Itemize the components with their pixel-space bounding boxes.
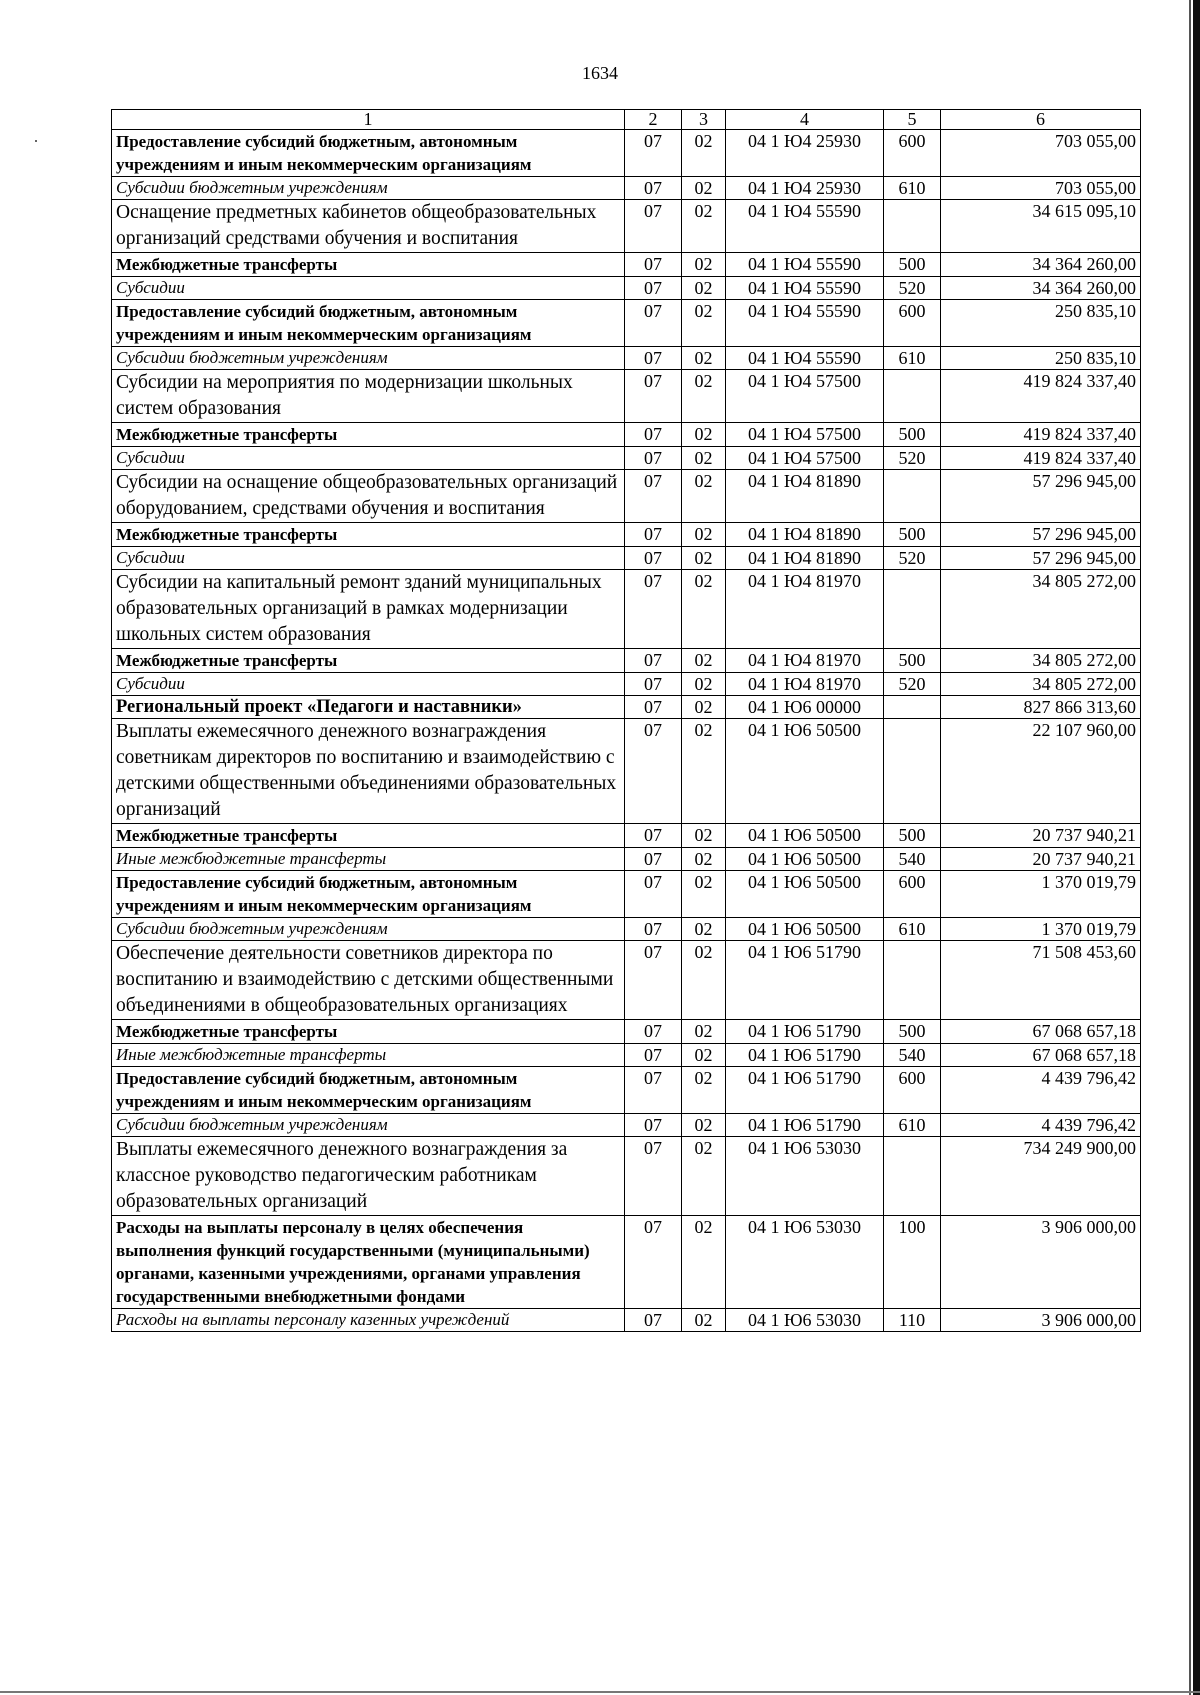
expense-type-cell: 600 <box>884 130 941 177</box>
section-code-cell: 07 <box>625 1067 682 1114</box>
subsection-code-cell: 02 <box>682 1309 726 1332</box>
row-name-cell: Оснащение предметных кабинетов общеобразовательных организаций средствами обучения и воспитания <box>112 200 625 253</box>
section-code-cell: 07 <box>625 300 682 347</box>
expense-type-cell <box>884 719 941 824</box>
amount-cell: 1 370 019,79 <box>941 871 1141 918</box>
expense-type-cell: 600 <box>884 1067 941 1114</box>
table-row <box>112 848 1141 871</box>
amount-cell: 419 824 337,40 <box>941 370 1141 423</box>
table-row <box>112 941 1141 1020</box>
section-code-cell: 07 <box>625 177 682 200</box>
table-row <box>112 523 1141 547</box>
expense-type-cell: 500 <box>884 649 941 673</box>
subsection-code-cell: 02 <box>682 200 726 253</box>
target-article-cell: 04 1 Ю6 51790 <box>726 1114 884 1137</box>
header-cell: 4 <box>726 110 884 130</box>
target-article-cell: 04 1 Ю4 81890 <box>726 523 884 547</box>
amount-cell: 34 805 272,00 <box>941 673 1141 696</box>
scan-speck <box>35 140 37 142</box>
target-article-cell: 04 1 Ю6 50500 <box>726 848 884 871</box>
amount-cell: 57 296 945,00 <box>941 547 1141 570</box>
amount-cell: 34 364 260,00 <box>941 277 1141 300</box>
row-name-cell: Субсидии на мероприятия по модернизации школьных систем образования <box>112 370 625 423</box>
row-name-cell: Выплаты ежемесячного денежного вознаграждения за классное руководство педагогическим работникам образовательных организаций <box>112 1137 625 1216</box>
section-code-cell: 07 <box>625 570 682 649</box>
amount-cell: 57 296 945,00 <box>941 523 1141 547</box>
row-name-cell: Межбюджетные трансферты <box>112 523 625 547</box>
expense-type-cell: 500 <box>884 824 941 848</box>
row-name-cell: Субсидии бюджетным учреждениям <box>112 1114 625 1137</box>
table-row <box>112 447 1141 470</box>
subsection-code-cell: 02 <box>682 253 726 277</box>
table-row <box>112 547 1141 570</box>
expense-type-cell: 540 <box>884 1044 941 1067</box>
row-name-cell: Субсидии бюджетным учреждениям <box>112 918 625 941</box>
subsection-code-cell: 02 <box>682 1137 726 1216</box>
table-row <box>112 300 1141 347</box>
target-article-cell: 04 1 Ю6 50500 <box>726 871 884 918</box>
expense-type-cell: 500 <box>884 1020 941 1044</box>
table-row <box>112 1044 1141 1067</box>
row-name-cell: Субсидии бюджетным учреждениям <box>112 177 625 200</box>
table-row <box>112 1137 1141 1216</box>
target-article-cell: 04 1 Ю4 55590 <box>726 300 884 347</box>
amount-cell: 22 107 960,00 <box>941 719 1141 824</box>
table-row <box>112 1020 1141 1044</box>
table-row <box>112 1309 1141 1332</box>
expense-type-cell <box>884 941 941 1020</box>
row-name-cell: Межбюджетные трансферты <box>112 423 625 447</box>
header-cell: 3 <box>682 110 726 130</box>
expense-type-cell: 520 <box>884 277 941 300</box>
row-name-cell: Субсидии на оснащение общеобразовательных организаций оборудованием, средствами обучения и воспитания <box>112 470 625 523</box>
amount-cell: 250 835,10 <box>941 300 1141 347</box>
table-row <box>112 824 1141 848</box>
table-row <box>112 253 1141 277</box>
amount-cell: 34 805 272,00 <box>941 649 1141 673</box>
section-code-cell: 07 <box>625 200 682 253</box>
subsection-code-cell: 02 <box>682 673 726 696</box>
target-article-cell: 04 1 Ю4 57500 <box>726 370 884 423</box>
subsection-code-cell: 02 <box>682 277 726 300</box>
amount-cell: 34 805 272,00 <box>941 570 1141 649</box>
amount-cell: 703 055,00 <box>941 130 1141 177</box>
subsection-code-cell: 02 <box>682 1216 726 1309</box>
budget-table-body <box>112 110 1141 1332</box>
amount-cell: 4 439 796,42 <box>941 1067 1141 1114</box>
row-name-cell: Субсидии бюджетным учреждениям <box>112 347 625 370</box>
section-code-cell: 07 <box>625 649 682 673</box>
section-code-cell: 07 <box>625 523 682 547</box>
target-article-cell: 04 1 Ю6 00000 <box>726 696 884 719</box>
target-article-cell: 04 1 Ю4 81970 <box>726 649 884 673</box>
row-name-cell: Субсидии <box>112 277 625 300</box>
subsection-code-cell: 02 <box>682 547 726 570</box>
table-row <box>112 177 1141 200</box>
amount-cell: 67 068 657,18 <box>941 1044 1141 1067</box>
section-code-cell: 07 <box>625 423 682 447</box>
amount-cell: 703 055,00 <box>941 177 1141 200</box>
subsection-code-cell: 02 <box>682 447 726 470</box>
row-name-cell: Региональный проект «Педагоги и наставники» <box>112 696 625 719</box>
amount-cell: 827 866 313,60 <box>941 696 1141 719</box>
target-article-cell: 04 1 Ю6 53030 <box>726 1137 884 1216</box>
table-row <box>112 1216 1141 1309</box>
target-article-cell: 04 1 Ю6 50500 <box>726 918 884 941</box>
target-article-cell: 04 1 Ю4 81890 <box>726 547 884 570</box>
subsection-code-cell: 02 <box>682 871 726 918</box>
section-code-cell: 07 <box>625 547 682 570</box>
table-row <box>112 871 1141 918</box>
section-code-cell: 07 <box>625 1309 682 1332</box>
target-article-cell: 04 1 Ю4 55590 <box>726 200 884 253</box>
target-article-cell: 04 1 Ю4 81970 <box>726 673 884 696</box>
subsection-code-cell: 02 <box>682 719 726 824</box>
expense-type-cell: 110 <box>884 1309 941 1332</box>
target-article-cell: 04 1 Ю4 57500 <box>726 423 884 447</box>
row-name-cell: Предоставление субсидий бюджетным, автономным учреждениям и иным некоммерческим организациям <box>112 871 625 918</box>
row-name-cell: Иные межбюджетные трансферты <box>112 848 625 871</box>
table-row <box>112 719 1141 824</box>
table-row <box>112 649 1141 673</box>
expense-type-cell <box>884 1137 941 1216</box>
subsection-code-cell: 02 <box>682 941 726 1020</box>
amount-cell: 419 824 337,40 <box>941 447 1141 470</box>
row-name-cell: Субсидии <box>112 447 625 470</box>
budget-table <box>111 109 1141 1332</box>
subsection-code-cell: 02 <box>682 300 726 347</box>
section-code-cell: 07 <box>625 719 682 824</box>
target-article-cell: 04 1 Ю6 50500 <box>726 719 884 824</box>
section-code-cell: 07 <box>625 253 682 277</box>
expense-type-cell: 520 <box>884 547 941 570</box>
section-code-cell: 07 <box>625 941 682 1020</box>
target-article-cell: 04 1 Ю6 51790 <box>726 1044 884 1067</box>
amount-cell: 20 737 940,21 <box>941 848 1141 871</box>
target-article-cell: 04 1 Ю6 50500 <box>726 824 884 848</box>
section-code-cell: 07 <box>625 918 682 941</box>
subsection-code-cell: 02 <box>682 848 726 871</box>
section-code-cell: 07 <box>625 871 682 918</box>
amount-cell: 34 615 095,10 <box>941 200 1141 253</box>
amount-cell: 20 737 940,21 <box>941 824 1141 848</box>
target-article-cell: 04 1 Ю4 25930 <box>726 130 884 177</box>
scan-edge <box>1193 0 1200 1695</box>
row-name-cell: Межбюджетные трансферты <box>112 824 625 848</box>
scan-bottom-line <box>0 1691 1200 1693</box>
section-code-cell: 07 <box>625 347 682 370</box>
amount-cell: 34 364 260,00 <box>941 253 1141 277</box>
expense-type-cell: 610 <box>884 347 941 370</box>
table-row <box>112 570 1141 649</box>
row-name-cell: Субсидии <box>112 547 625 570</box>
row-name-cell: Межбюджетные трансферты <box>112 649 625 673</box>
subsection-code-cell: 02 <box>682 1067 726 1114</box>
section-code-cell: 07 <box>625 277 682 300</box>
expense-type-cell <box>884 570 941 649</box>
subsection-code-cell: 02 <box>682 570 726 649</box>
section-code-cell: 07 <box>625 370 682 423</box>
expense-type-cell: 500 <box>884 523 941 547</box>
table-row <box>112 696 1141 719</box>
subsection-code-cell: 02 <box>682 177 726 200</box>
subsection-code-cell: 02 <box>682 370 726 423</box>
header-cell: 5 <box>884 110 941 130</box>
expense-type-cell <box>884 696 941 719</box>
section-code-cell: 07 <box>625 1020 682 1044</box>
table-row <box>112 130 1141 177</box>
target-article-cell: 04 1 Ю4 81970 <box>726 570 884 649</box>
subsection-code-cell: 02 <box>682 523 726 547</box>
row-name-cell: Межбюджетные трансферты <box>112 1020 625 1044</box>
row-name-cell: Предоставление субсидий бюджетным, автономным учреждениям и иным некоммерческим организациям <box>112 1067 625 1114</box>
target-article-cell: 04 1 Ю6 51790 <box>726 1020 884 1044</box>
row-name-cell: Выплаты ежемесячного денежного вознаграждения советникам директоров по воспитанию и взаимодействию с детскими общественными объединениями образовательных организаций <box>112 719 625 824</box>
row-name-cell: Субсидии <box>112 673 625 696</box>
expense-type-cell: 610 <box>884 177 941 200</box>
expense-type-cell: 500 <box>884 253 941 277</box>
amount-cell: 419 824 337,40 <box>941 423 1141 447</box>
target-article-cell: 04 1 Ю4 25930 <box>726 177 884 200</box>
scan-edge-inner <box>1189 0 1191 1695</box>
section-code-cell: 07 <box>625 1137 682 1216</box>
amount-cell: 3 906 000,00 <box>941 1309 1141 1332</box>
row-name-cell: Предоставление субсидий бюджетным, автономным учреждениям и иным некоммерческим организациям <box>112 300 625 347</box>
expense-type-cell: 520 <box>884 673 941 696</box>
row-name-cell: Межбюджетные трансферты <box>112 253 625 277</box>
section-code-cell: 07 <box>625 130 682 177</box>
subsection-code-cell: 02 <box>682 347 726 370</box>
amount-cell: 4 439 796,42 <box>941 1114 1141 1137</box>
target-article-cell: 04 1 Ю4 55590 <box>726 253 884 277</box>
section-code-cell: 07 <box>625 673 682 696</box>
row-name-cell: Обеспечение деятельности советников директора по воспитанию и взаимодействию с детскими общественными объединениями в общеобразовательных организациях <box>112 941 625 1020</box>
table-row <box>112 277 1141 300</box>
expense-type-cell: 610 <box>884 918 941 941</box>
expense-type-cell: 610 <box>884 1114 941 1137</box>
target-article-cell: 04 1 Ю4 57500 <box>726 447 884 470</box>
page-number: 1634 <box>582 63 618 83</box>
amount-cell: 3 906 000,00 <box>941 1216 1141 1309</box>
table-row <box>112 1114 1141 1137</box>
expense-type-cell: 100 <box>884 1216 941 1309</box>
header-cell: 2 <box>625 110 682 130</box>
table-row <box>112 918 1141 941</box>
target-article-cell: 04 1 Ю6 51790 <box>726 1067 884 1114</box>
target-article-cell: 04 1 Ю4 55590 <box>726 347 884 370</box>
row-name-cell: Расходы на выплаты персоналу казенных учреждений <box>112 1309 625 1332</box>
amount-cell: 67 068 657,18 <box>941 1020 1141 1044</box>
expense-type-cell <box>884 470 941 523</box>
section-code-cell: 07 <box>625 1216 682 1309</box>
table-row <box>112 673 1141 696</box>
expense-type-cell: 540 <box>884 848 941 871</box>
subsection-code-cell: 02 <box>682 696 726 719</box>
row-name-cell: Субсидии на капитальный ремонт зданий муниципальных образовательных организаций в рамках модернизации школьных систем образования <box>112 570 625 649</box>
subsection-code-cell: 02 <box>682 470 726 523</box>
subsection-code-cell: 02 <box>682 423 726 447</box>
row-name-cell: Расходы на выплаты персоналу в целях обеспечения выполнения функций государственными (муниципальными) органами, казенными учреждениями, органами управления государственными внебюджетными фондами <box>112 1216 625 1309</box>
section-code-cell: 07 <box>625 824 682 848</box>
subsection-code-cell: 02 <box>682 918 726 941</box>
expense-type-cell <box>884 200 941 253</box>
section-code-cell: 07 <box>625 1114 682 1137</box>
expense-type-cell <box>884 370 941 423</box>
table-row <box>112 1067 1141 1114</box>
expense-type-cell: 600 <box>884 300 941 347</box>
header-row <box>112 110 1141 130</box>
header-cell: 1 <box>112 110 625 130</box>
expense-type-cell: 600 <box>884 871 941 918</box>
amount-cell: 250 835,10 <box>941 347 1141 370</box>
table-row <box>112 470 1141 523</box>
amount-cell: 734 249 900,00 <box>941 1137 1141 1216</box>
amount-cell: 57 296 945,00 <box>941 470 1141 523</box>
row-name-cell: Иные межбюджетные трансферты <box>112 1044 625 1067</box>
amount-cell: 1 370 019,79 <box>941 918 1141 941</box>
header-cell: 6 <box>941 110 1141 130</box>
subsection-code-cell: 02 <box>682 649 726 673</box>
expense-type-cell: 500 <box>884 423 941 447</box>
subsection-code-cell: 02 <box>682 1114 726 1137</box>
table-row <box>112 370 1141 423</box>
subsection-code-cell: 02 <box>682 1020 726 1044</box>
target-article-cell: 04 1 Ю6 53030 <box>726 1216 884 1309</box>
target-article-cell: 04 1 Ю4 81890 <box>726 470 884 523</box>
table-row <box>112 200 1141 253</box>
target-article-cell: 04 1 Ю4 55590 <box>726 277 884 300</box>
section-code-cell: 07 <box>625 470 682 523</box>
subsection-code-cell: 02 <box>682 1044 726 1067</box>
section-code-cell: 07 <box>625 848 682 871</box>
table-row <box>112 347 1141 370</box>
table-row <box>112 423 1141 447</box>
subsection-code-cell: 02 <box>682 824 726 848</box>
section-code-cell: 07 <box>625 696 682 719</box>
target-article-cell: 04 1 Ю6 53030 <box>726 1309 884 1332</box>
section-code-cell: 07 <box>625 1044 682 1067</box>
row-name-cell: Предоставление субсидий бюджетным, автономным учреждениям и иным некоммерческим организациям <box>112 130 625 177</box>
target-article-cell: 04 1 Ю6 51790 <box>726 941 884 1020</box>
amount-cell: 71 508 453,60 <box>941 941 1141 1020</box>
expense-type-cell: 520 <box>884 447 941 470</box>
section-code-cell: 07 <box>625 447 682 470</box>
subsection-code-cell: 02 <box>682 130 726 177</box>
